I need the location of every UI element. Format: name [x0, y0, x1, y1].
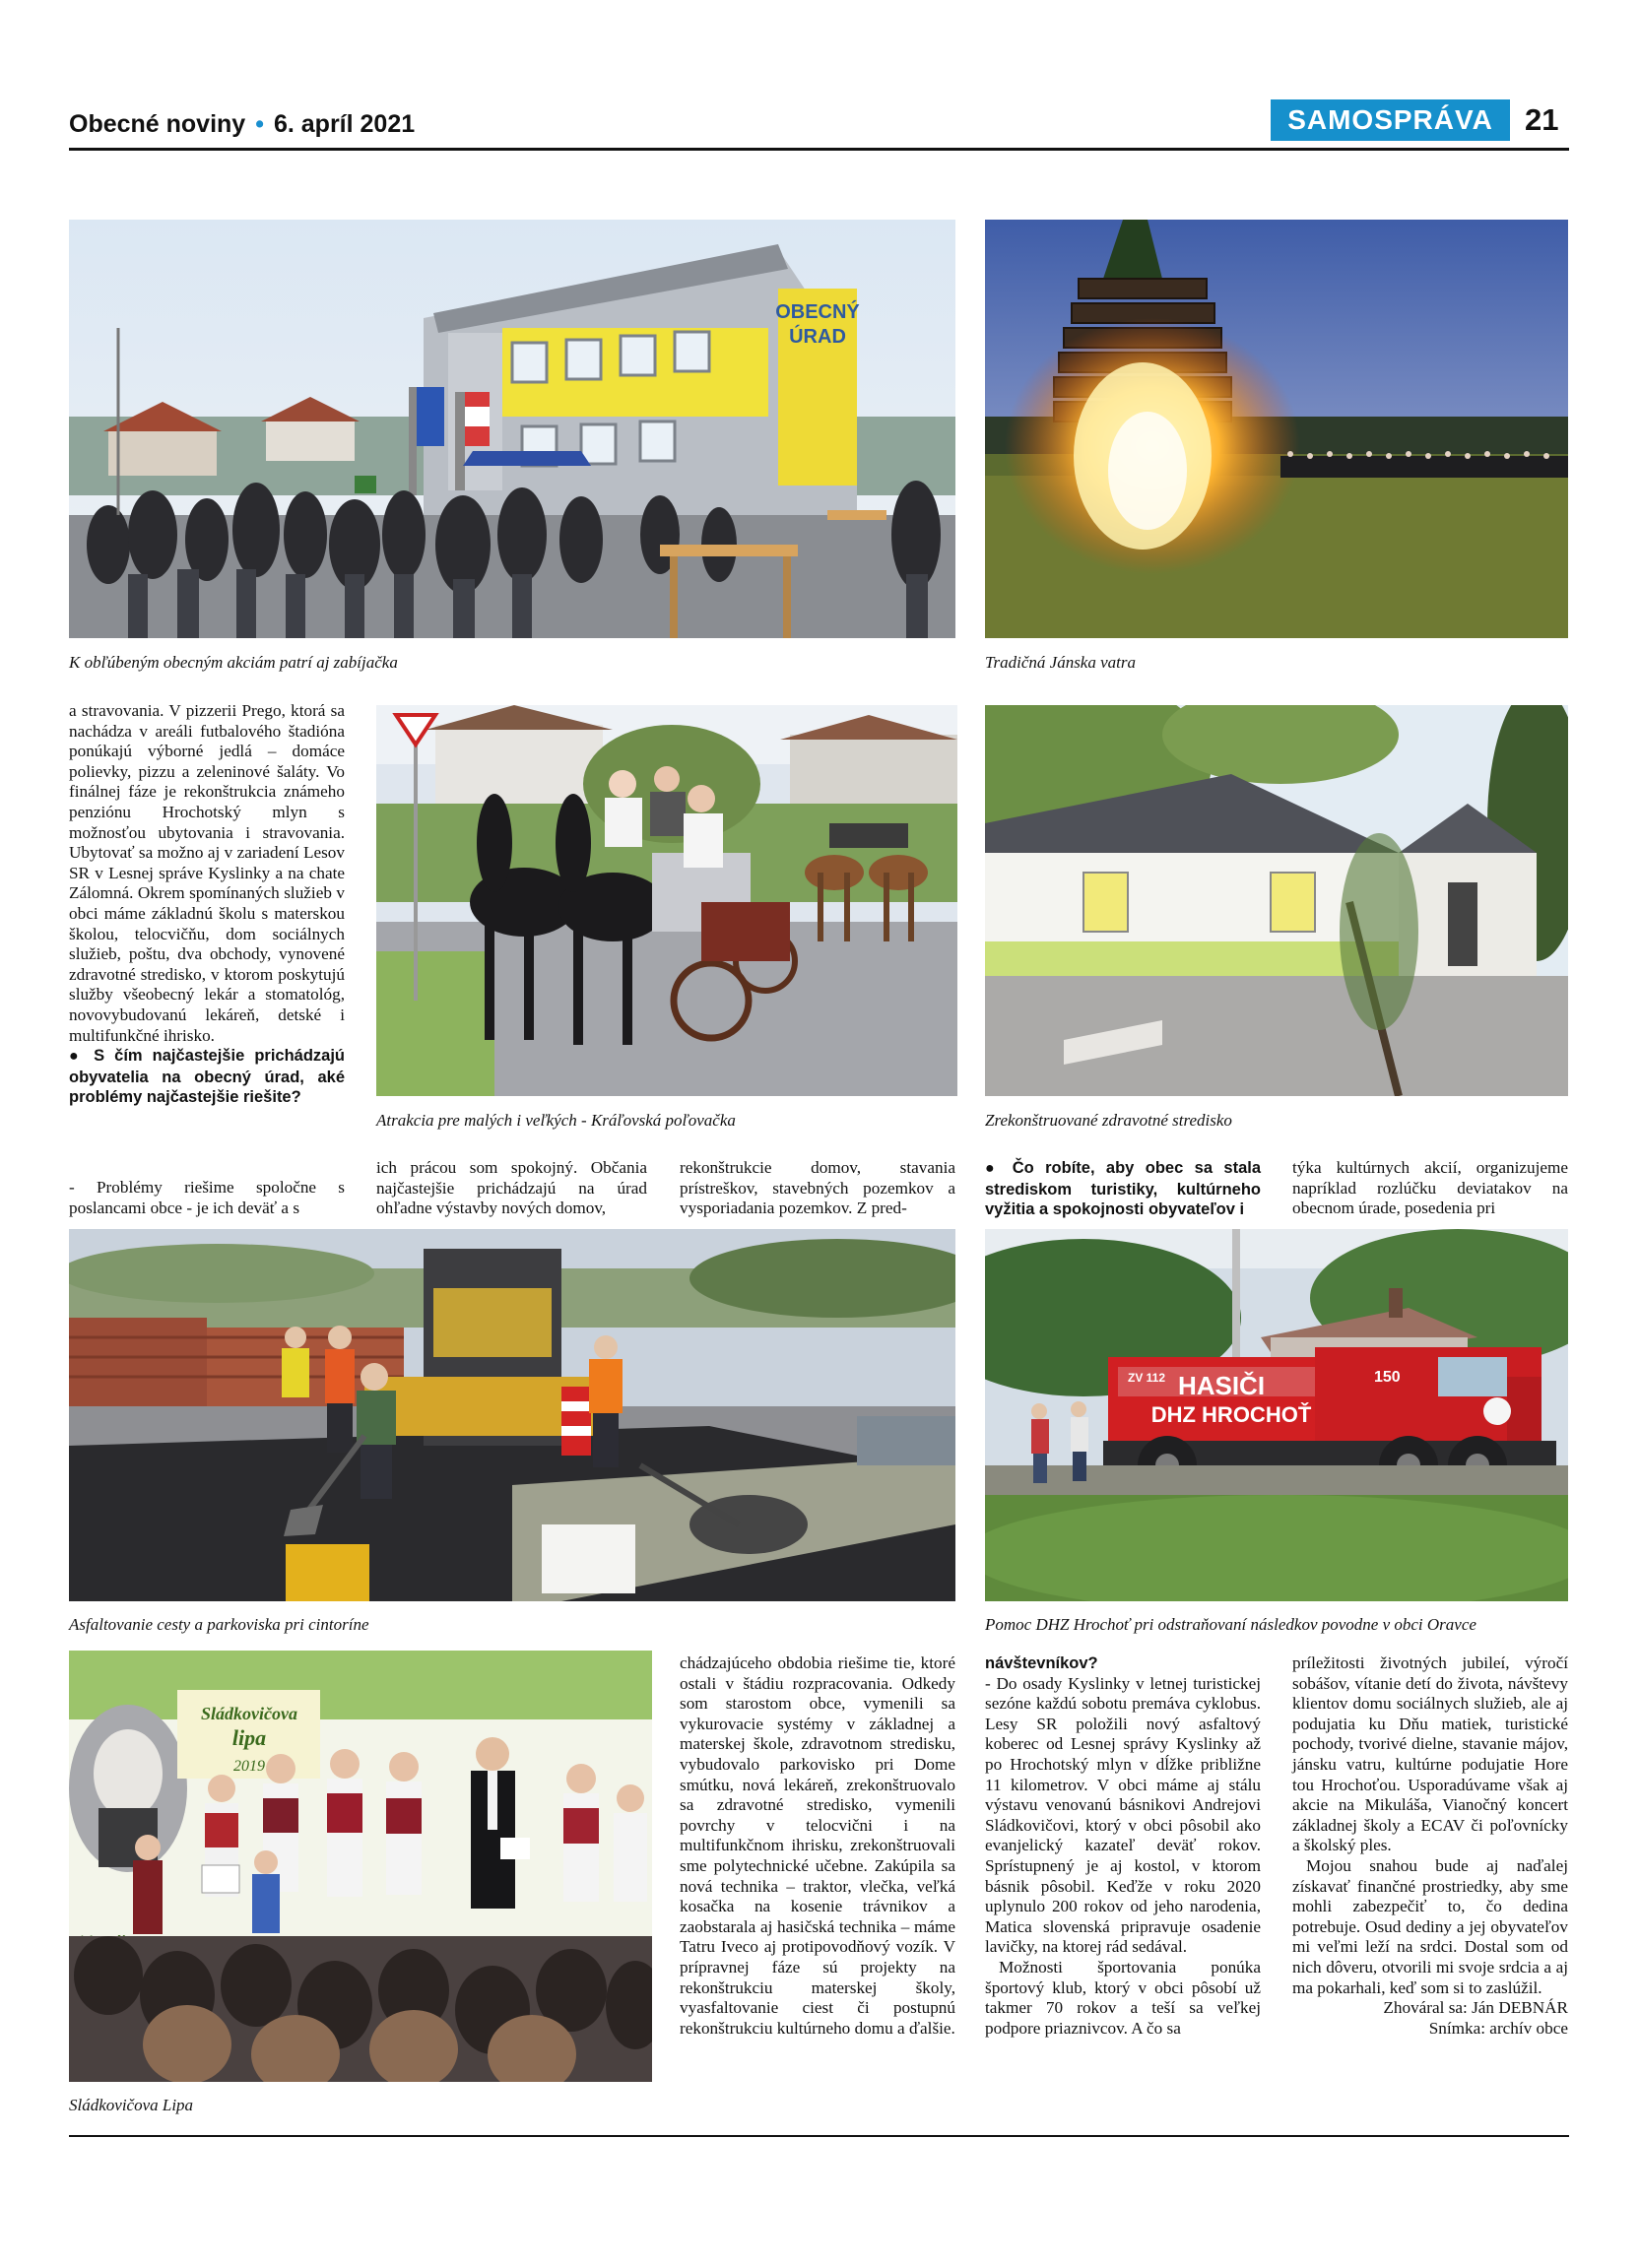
header-rule: [69, 148, 1569, 151]
article-col5-mid: [1292, 1158, 1568, 1219]
question-continuation: návštevníkov?: [985, 1654, 1098, 1672]
truck-plate: ZV 112: [1128, 1371, 1166, 1385]
caption-dhz: Pomoc DHZ Hrochoť pri odstraňovaní následkov povodne v obci Oravce: [985, 1615, 1476, 1634]
publication-name: Obecné noviny: [69, 110, 246, 138]
banner-text-2: lipa: [231, 1725, 267, 1750]
sign-line-2: ÚRAD: [789, 326, 846, 348]
article-col2-mid: [376, 1158, 647, 1219]
page-number: 21: [1525, 102, 1559, 137]
truck-number: 150: [1374, 1369, 1401, 1386]
article-paragraph: príležitosti životných jubileí, výročí sobášov, vítanie detí do života, návštevy klientov domu sociálnych služieb, ale aj podujatia ku Dňu matiek, turistické pochody, tvorivé dielne, stavanie májov, jánsku vatru, kultúrne podujatie Hore tou Hrochoťou. Usporadúvame však aj akcie na Mikuláša, Vianočný koncert základnej školy a ECAV či poľovnícky a školský ples.: [1292, 1653, 1568, 1855]
photo-obecny-urad: [69, 220, 955, 638]
article-paragraph: - Do osady Kyslinky v letnej turistickej sezóne každú sobotu premáva cyklobus. Lesy SR položili nový asfaltový koberec od Lesnej správy Kyslinky až po Hrochotský mlyn v dĺžke približne 11 kilometrov. V obci máme aj stálu výstavu venovanú básnikovi Andrejovi Sládkovičovi, ktorý v obci pôsobil ako evanjelický kazateľ deväť rokov. Sprístupnený je aj kostol, v ktorom básnik pôsobil. Keďže v roku 2020 uplynulo 200 rokov od jeho narodenia, Matica slovenská pripravuje osadenie lavičky, na ktorej rád sedával.: [985, 1673, 1261, 1957]
photo-dhz: [985, 1229, 1568, 1601]
caption-obecny-urad: K obľúbeným obecným akciám patrí aj zabíjačka: [69, 653, 398, 672]
article-paragraph: - Problémy riešime spoločne s poslancami obce - je ich deväť a s: [69, 1178, 345, 1217]
caption-asfaltovanie: Asfaltovanie cesty a parkoviska pri cintoríne: [69, 1615, 369, 1634]
article-col4-mid: [985, 1158, 1261, 1220]
article-paragraph: chádzajúceho obdobia riešime tie, ktoré ostali v štádiu rozpracovania. Odkedy som starostom obce, vymenili sa vykurovacie systémy v základnej a materskej škole, zdravotnom stredisku, vybudovalo parkovisko pri Dome smútku, nová lekáreň, zrekonštruovalo sa zdravotné stredisko, vymenili povrchy v telocvični i na multifunkčnom ihrisku, zrekonštruovali sme polytechnické učebne. Zakúpila sa nová technika – traktor, vlečka, veľká kosačka na kosenie trávnikov a zaobstarala aj hasičská technika – máme Tatru Iveco aj protipovodňový vozík. V prípravnej fáze sú projekty na rekonštrukciu materskej školy, vyasfaltovanie ciest či postupnú rekonštrukciu kultúrneho domu a ďalšie.: [680, 1653, 955, 2038]
article-paragraph: Možnosti športovania ponúka športový klub, ktorý v obci pôsobí už takmer 70 rokov a teší sa veľkej podpore priaznivcov. A čo sa: [985, 1957, 1261, 2038]
caption-janska-vatra: Tradičná Jánska vatra: [985, 653, 1136, 672]
caption-sladkovicova-lipa: Sládkovičova Lipa: [69, 2096, 194, 2114]
photo-sladkovicova-lipa: [69, 1651, 652, 2082]
issue-date: 6. apríl 2021: [273, 110, 416, 138]
interview-question-1: [69, 1046, 345, 1108]
article-col1-bottom: [69, 1178, 345, 1218]
caption-zdravotne-stredisko: Zrekonštruované zdravotné stredisko: [985, 1111, 1232, 1130]
footer-rule: [69, 2135, 1569, 2137]
question-text: S čím najčastejšie prichádzajú obyvatelia na obecný úrad, aké problémy najčastejšie riešite?: [69, 1047, 346, 1107]
article-paragraph: týka kultúrnych akcií, organizujeme napríklad rozlúčku deviatakov na obecnom úrade, posedenia pri: [1292, 1158, 1568, 1218]
photo-credit: Snímka: archív obce: [1428, 2018, 1568, 2038]
sign-line-1: OBECNÝ: [775, 301, 860, 323]
article-paragraph: Mojou snahou bude aj naďalej získavať finančné prostriedky, aby sme mohli zabezpečiť to, čo dedina potrebuje. Osud dediny a jej obyvateľov mi veľmi leží na srdci. Dostal som od nich dôveru, otvorili mi svoje srdcia a aj ma pokarhali, keď som si to zaslúžil.: [1292, 1855, 1568, 1997]
interview-question-2: [985, 1158, 1261, 1220]
banner-text-3: 2019: [233, 1758, 265, 1775]
question-text: Čo robíte, aby obec sa stala strediskom turistiky, kultúrneho vyžitia a spokojnosti obyvateľov i: [985, 1159, 1262, 1219]
bullet-icon: ●: [69, 1048, 95, 1066]
bullet-icon: ●: [985, 1160, 1013, 1177]
article-col1-top: [69, 701, 345, 1108]
article-paragraph: ich prácou som spokojný. Občania najčastejšie prichádzajú na úrad ohľadne výstavby nových domov,: [376, 1158, 647, 1218]
photo-zdravotne-stredisko: [985, 705, 1568, 1096]
section-tag: SAMOSPRÁVA: [1271, 99, 1510, 141]
caption-kralovska-polovacka: Atrakcia pre malých i veľkých - Kráľovská poľovačka: [376, 1111, 736, 1130]
photo-janska-vatra: [985, 220, 1568, 638]
article-col3-mid: [680, 1158, 955, 1219]
truck-text-1: HASIČI: [1177, 1371, 1266, 1400]
article-paragraph: a stravovania. V pizzerii Prego, ktorá sa nachádza v areáli futbalového štadióna ponúkajú výborné jedlá – domáce polievky, pizzu a zeleninové šaláty. Vo finálnej fáze je rekonštrukcia známeho penziónu Hrochotský mlyn s možnosťou ubytovania i stravovania. Ubytovať sa možno aj v zariadení Lesov SR v Lesnej správe Kyslinky a na chate Zálomná. Okrem spomínaných služieb v obci máme základnú školu s materskou školou, telocvičňu, dom sociálnych služieb, poštu, dva obchody, vynovené zdravotné stredisko, v ktorom poskytujú služby všeobecný lekár a stomatológ, novovybudovanú lekáreň, detské i multifunkčné ihrisko.: [69, 701, 345, 1045]
masthead: [69, 110, 415, 139]
article-col4-bottom: [985, 1653, 1261, 2039]
article-col5-bottom: [1292, 1653, 1568, 2039]
article-col3-bottom: [680, 1653, 955, 2039]
article-paragraph: rekonštrukcie domov, stavania prístreškov, stavebných pozemkov a vysporiadania pozemkov. Z pred-: [680, 1158, 955, 1218]
photo-asfaltovanie: [69, 1229, 955, 1601]
author-signature: Zhováral sa: Ján DEBNÁR: [1383, 1998, 1568, 2018]
separator-dot: •: [255, 110, 264, 138]
photo-kralovska-polovacka: [376, 705, 957, 1096]
banner-text-1: Sládkovičova: [201, 1704, 297, 1723]
truck-text-2: DHZ HROCHOŤ: [1150, 1402, 1312, 1427]
